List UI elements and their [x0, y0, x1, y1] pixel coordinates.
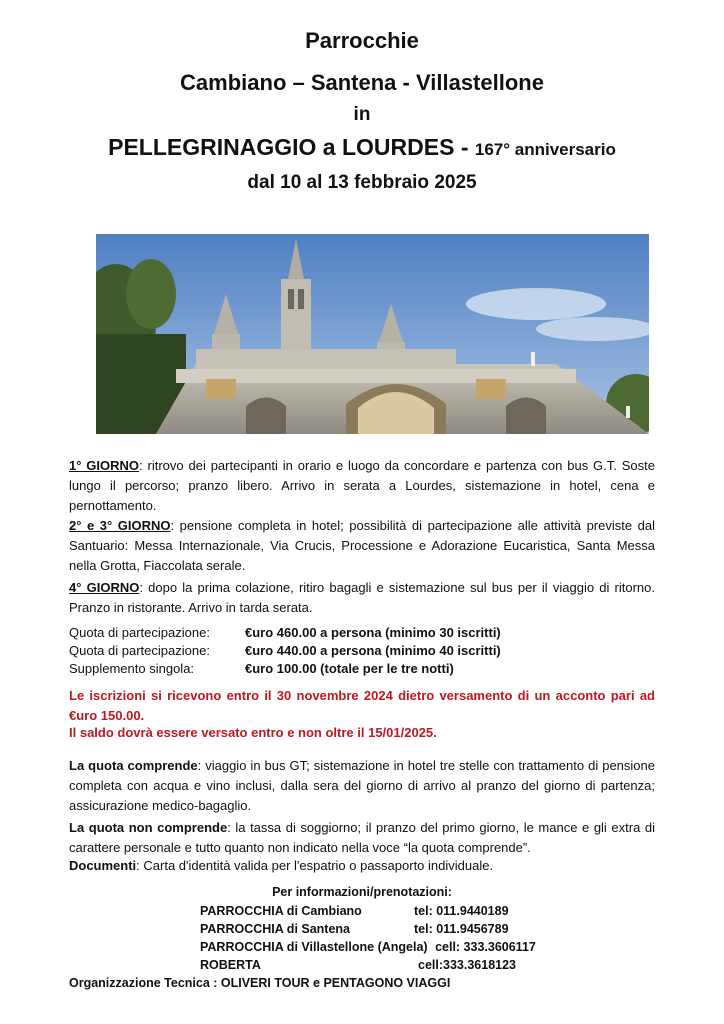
day-4-label: 4° GIORNO [69, 580, 140, 595]
lourdes-basilica-photo [96, 234, 649, 434]
contacts-title: Per informazioni/prenotazioni: [272, 885, 452, 899]
balance-deadline: Il saldo dovrà essere versato entro e non oltre il 15/01/2025. [69, 725, 437, 740]
price-row [69, 642, 501, 660]
heading-parishes: Parrocchie [305, 28, 419, 53]
day-1-label: 1° GIORNO [69, 458, 140, 473]
contact-phone: cell: 333.3606117 [435, 940, 536, 954]
documents-paragraph [69, 856, 655, 876]
contact-name: PARROCCHIA di Cambiano [200, 904, 362, 918]
heading-dates: dal 10 al 13 febbraio 2025 [247, 172, 477, 193]
day-1-text: : ritrovo dei partecipanti in orario e luogo da concordare e partenza con bus G.T. Soste lungo il percorso; pranzo libero. Arrivo in serata a Lourdes, sistemazione in hotel, cena e pernottamento. [69, 458, 655, 513]
contact-name: PARROCCHIA di Villastellone (Angela) [200, 940, 428, 954]
excludes-text: : la tassa di soggiorno; il pranzo del primo giorno, le mance e gli extra di carattere personale e tutto quanto non indicato nella voce “la quota comprende”. [69, 820, 655, 855]
includes-text: : viaggio in bus GT; sistemazione in hotel tre stelle con trattamento di pensione completa con acqua e vino inclusi, dalla sera del giorno di arrivo al pranzo del giorno di partenza; assicurazione medico-bagaglio. [69, 758, 655, 813]
contact-phone: tel: 011.9456789 [414, 922, 509, 936]
price-row [69, 660, 454, 678]
price-value: €uro 100.00 (totale per le tre notti) [245, 661, 454, 676]
day-2-3-text: : pensione completa in hotel; possibilità di partecipazione alle attività previste dal Santuario: Messa Internazionale, Via Crucis, Processione e Adorazione Eucaristica, Santa Messa nella Grotta, Fiaccolata serale. [69, 518, 655, 573]
heading-pilgrimage [0, 134, 724, 161]
day-4-text: : dopo la prima colazione, ritiro bagagli e sistemazione sul bus per il viaggio di ritorno. Pranzo in ristorante. Arrivo in tarda serata. [69, 580, 656, 615]
includes-paragraph [69, 756, 655, 816]
day-2-3-label: 2° e 3° GIORNO [69, 518, 171, 533]
contact-name: ROBERTA [200, 958, 261, 972]
day-1-paragraph [69, 456, 655, 516]
excludes-paragraph [69, 818, 655, 858]
heading-in: in [353, 104, 371, 125]
price-label: Quota di partecipazione: [69, 643, 210, 658]
contact-name: PARROCCHIA di Santena [200, 922, 351, 936]
excludes-label: La quota non comprende [69, 820, 228, 835]
technical-organizer: Organizzazione Tecnica : OLIVERI TOUR e PENTAGONO VIAGGI [69, 976, 451, 990]
price-value: €uro 440.00 a persona (minimo 40 iscritti) [245, 643, 501, 658]
anniversary-label: 167° anniversario [474, 140, 616, 159]
price-value: €uro 460.00 a persona (minimo 30 iscritti) [245, 625, 501, 640]
documents-text: : Carta d'identità valida per l'espatrio o passaporto individuale. [136, 858, 494, 873]
price-row [69, 624, 501, 642]
pilgrimage-title: PELLEGRINAGGIO a LOURDES - [108, 134, 469, 160]
price-label: Quota di partecipazione: [69, 625, 210, 640]
registration-deadline: Le iscrizioni si ricevono entro il 30 novembre 2024 dietro versamento di un acconto pari ad €uro 150.00. [69, 688, 655, 723]
price-label: Supplemento singola: [69, 661, 195, 676]
contact-phone: cell:333.3618123 [418, 958, 517, 972]
includes-label: La quota comprende [69, 758, 198, 773]
heading-towns: Cambiano – Santena - Villastellone [180, 70, 544, 95]
contact-phone: tel: 011.9440189 [414, 904, 509, 918]
documents-label: Documenti [69, 858, 137, 873]
day-4-paragraph [69, 578, 655, 618]
day-2-3-paragraph [69, 516, 655, 576]
